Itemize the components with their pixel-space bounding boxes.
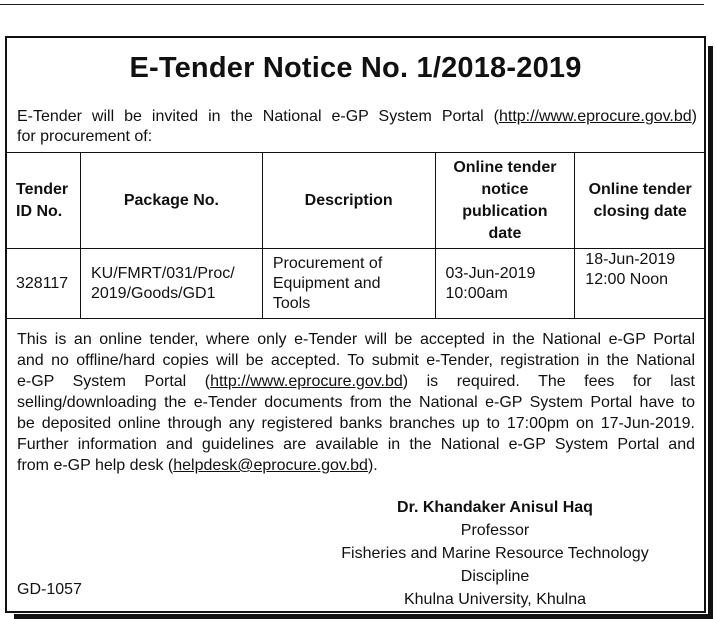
header-description: Description [262, 153, 435, 249]
tender-table [5, 152, 706, 319]
intro-paragraph [17, 107, 697, 147]
signatory-name: Dr. Khandaker Anisul Haq [397, 499, 593, 516]
instructions-paragraph [17, 329, 695, 476]
notice-title: E-Tender Notice No. 1/2018-2019 [129, 52, 582, 84]
signature-block [307, 496, 683, 611]
top-rule [0, 4, 704, 5]
body-line-4: selling/downloading the e-Tender documents from the National e-GP System Portal have to [17, 394, 695, 411]
body-line-2: and no offline/hard copies will be accepted. To submit e-Tender, registration in the National [17, 352, 695, 369]
signatory-university: Khulna University, Khulna [403, 591, 587, 608]
helpdesk-email-link[interactable]: helpdesk@eprocure.gov.bd [173, 457, 368, 474]
header-tender-id: Tender ID No. [6, 153, 81, 249]
portal-link-body[interactable]: http://www.eprocure.gov.bd [210, 373, 403, 390]
notice-code: GD-1057 [17, 581, 82, 598]
table-header-row [6, 153, 706, 249]
body-line-6: Further information and guidelines are available in the National e-GP System Portal and [17, 436, 695, 453]
portal-link[interactable]: http://www.eprocure.gov.bd [498, 108, 692, 125]
cell-closing-date: 18-Jun-2019 12:00 Noon [575, 249, 706, 319]
signatory-title: Professor [460, 522, 530, 539]
box-shadow-bottom [14, 614, 713, 619]
header-publication-date: Online tender notice publication date [435, 153, 575, 249]
signatory-discipline: Discipline [460, 568, 530, 585]
table-row [6, 249, 706, 319]
cell-publication-date: 03-Jun-2019 10:00am [435, 249, 575, 319]
signatory-department: Fisheries and Marine Resource Technology [341, 545, 649, 562]
cell-package-no: KU/FMRT/031/Proc/ 2019/Goods/GD1 [80, 249, 262, 319]
intro-line-1: E-Tender will be invited in the National e-GP System Portal (http://www.eprocure.gov.bd) [17, 108, 697, 125]
intro-line-2: for procurement of: [17, 128, 153, 145]
box-shadow-right [708, 46, 713, 619]
header-closing-date: Online tender closing date [575, 153, 706, 249]
cell-description: Procurement of Equipment and Tools [262, 249, 435, 319]
header-package-no: Package No. [80, 153, 262, 249]
body-line-5: be deposited online through any registered banks branches up to 17:00pm on 17-Jun-2019. [17, 415, 695, 432]
body-line-7: from e-GP help desk (helpdesk@eprocure.gov.bd). [17, 457, 378, 474]
cell-tender-id: 328117 [6, 249, 81, 319]
body-line-3: e-GP System Portal (http://www.eprocure.gov.bd) is required. The fees for last [17, 373, 696, 390]
tender-notice [5, 36, 706, 613]
body-line-1: This is an online tender, where only e-Tender will be accepted in the National e-GP Portal [17, 331, 695, 348]
